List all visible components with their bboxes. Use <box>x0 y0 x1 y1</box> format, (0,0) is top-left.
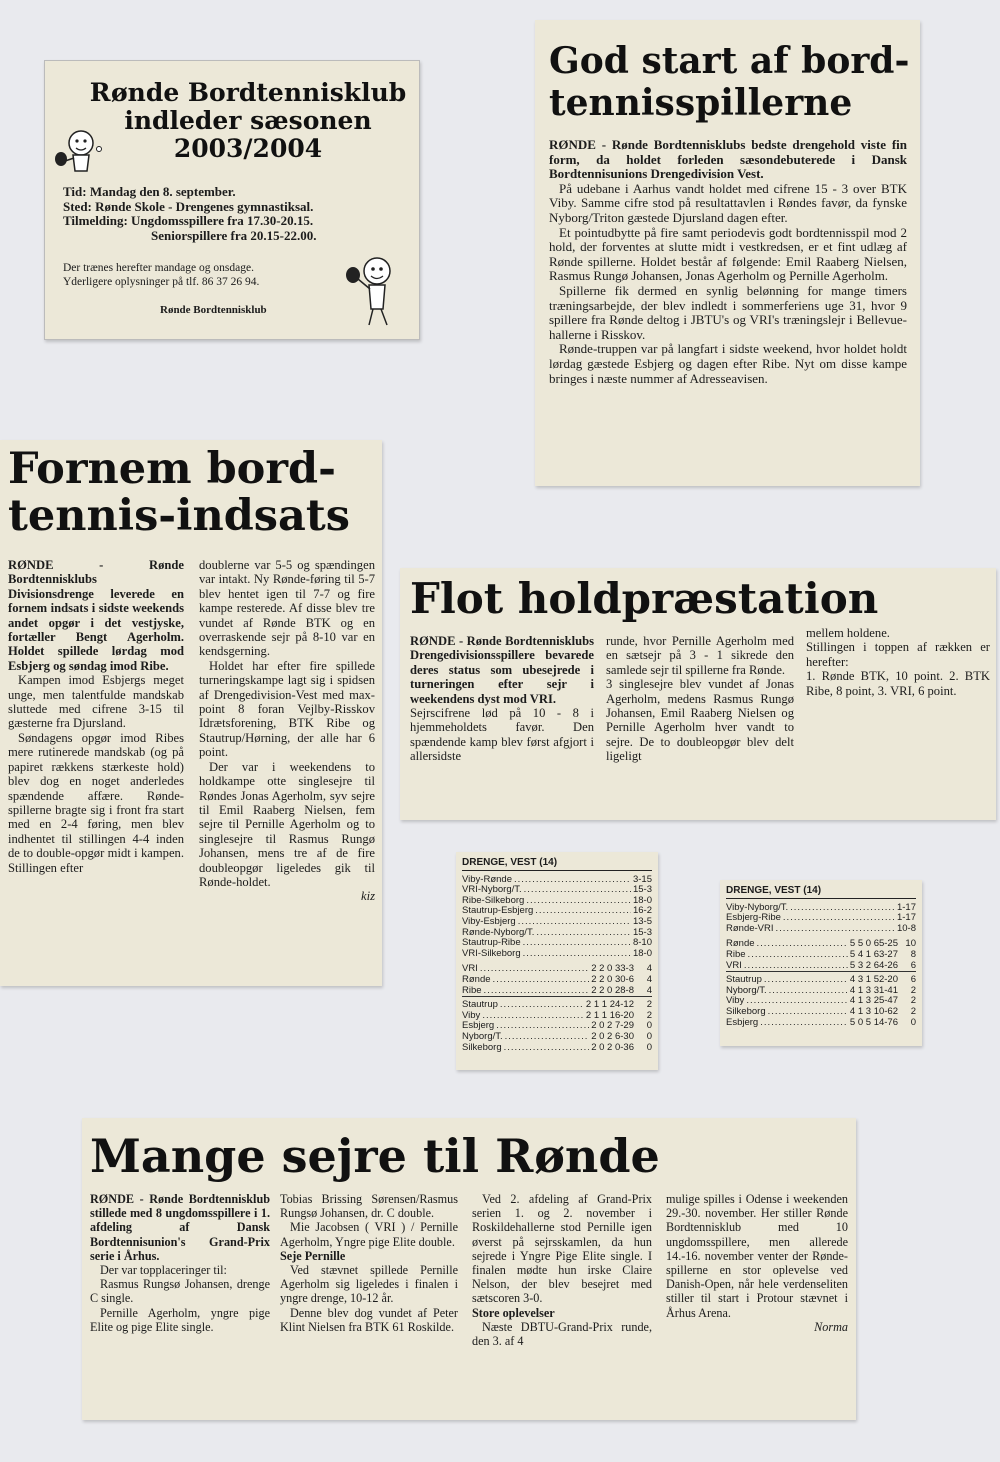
clip4-title: Flot holdpræstation <box>410 574 879 623</box>
standings-row <box>462 986 652 998</box>
subheading-store-oplevelser: Store oplevelser <box>472 1305 555 1320</box>
clipping-mange-sejre <box>82 1118 856 1420</box>
team-record: 5 0 5 14-76 <box>849 1016 898 1028</box>
result-score: 1-17 <box>896 901 916 913</box>
team-name: Nyborg/T. <box>726 984 767 996</box>
team-record: 5 3 2 64-26 <box>849 959 898 971</box>
team-points: 10 <box>905 938 916 950</box>
team-points: 2 <box>910 1005 916 1017</box>
team-record: 4 1 3 31-41 <box>849 984 898 996</box>
standings-table-2 <box>720 880 922 1046</box>
standings-row <box>462 975 652 986</box>
result-match: VRI-Silkeborg <box>462 947 521 959</box>
team-points: 0 <box>646 1030 652 1042</box>
table-tennis-player-cartoon-left <box>53 123 111 181</box>
team-record: 4 1 3 10-62 <box>849 1005 898 1017</box>
clip4-column-1: RØNDE - Rønde Bordtennisklubs Drengedivisionsspillere bevarede deres status som ubesejrede i turneringen efter sejr i weekendens dyst mod VRI. Sejrscifrene lød på 10 - 8 i hjemmeholdets favør. Den spændende kamp blev først afgjort i allersidste <box>410 634 594 764</box>
result-match: VRI-Nyborg/T. <box>462 884 522 896</box>
team-record: 2 0 2 7-29 <box>591 1020 634 1032</box>
team-record: 2 1 1 24-12 <box>585 999 634 1011</box>
clip1-title: Rønde Bordtennisklub indleder sæsonen 2003/2004 <box>89 78 407 163</box>
result-match: Rønde-VRI <box>726 922 774 934</box>
standings-row <box>726 1018 916 1029</box>
team-points: 0 <box>646 1041 652 1053</box>
team-record: 5 4 1 63-27 <box>849 948 898 960</box>
team-record: 4 1 3 25-47 <box>849 995 898 1007</box>
clip2-body: RØNDE - Rønde Bordtennisklubs bedste drengehold viste fin form, da holdet forleden sæsondebuterede i Dansk Bordtennisunions Drengedivision Vest. På udebane i Aarhus vandt holdet med cifrene 15 - 3 over BTK Viby. Samme cifre stod på resultattavlen i Røndes favør, da fynske Nyborg/Triton gæstede Djursland dagen efter. Et pointudbytte på fire samt periodevis godt bordtennisspil mod 2 hold, der forventes at slutte midt i vestkredsen, er et fint udlæg af Rønde spillerne. Holdet består af følgende: Emil Raaberg Nielsen, Rasmus Rungø Johansen, Jonas Agerholm og Pernille Agerholm. Spillerne fik dermed en synlig belønning for mange timers træningsarbejde, der blev indledt i sommerferiens uge 31, hvor 9 spillere fra Rønde deltog i JBTU's og VRI's træningslejr i Bellevue-hallerne i Risskov. Rønde-truppen var på langfart i sidste weekend, hvor holdet holdt lørdag gæstede Esbjerg og dagen efter Ribe. Nyt om disse kampe bringes i næste nummer af Adresseavisen. <box>549 137 907 386</box>
team-name: Nyborg/T. <box>462 1030 503 1042</box>
clip3-column-left: RØNDE - Rønde Bordtennisklubs Divisionsdrenge leverede en fornem indsats i sidste weekends andet opgør i det vestjyske, fortæller Bengt Agerholm. Holdet spillede lørdag mod Esbjerg og søndag imod Ribe. Kampen imod Esbjergs meget unge, men talentfulde mandskab sluttede med cifrene 3-15 til gæsterne fra Djursland. Søndagens opgør imod Ribes mere rutinerede mandskab (og på papiret rækkens stærkeste hold) blev dog en noget anderledes spændende affære. Rønde-spillerne bragte sig i front fra start med en 2-4 føring, men blev indhentet til stillingen 4-4 inden de to double-opgør midt i kampen. Stillingen efter <box>8 558 184 875</box>
team-points: 2 <box>910 995 916 1007</box>
result-match: Viby-Nyborg/T. <box>726 901 789 913</box>
clip1-signature: Rønde Bordtennisklub <box>160 304 267 316</box>
team-points: 4 <box>646 973 652 985</box>
clipping-season-start <box>44 60 420 340</box>
clip3-column-right: doublerne var 5-5 og spændingen var intakt. Ny Rønde-føring til 5-7 blev hentet igen til 7-7 og fire kampe resterede. Af disse blev tre vundet af Rønde BTK og en overraskende sejr på 8-10 var en kendsgerning. Holdet har efter fire spillede turneringskampe lagt sig i spidsen af Drengedivision-Vest med max-point 8 foran Vejlby-Risskov Idrætsforening, BTK Ribe og Stautrup/Hørning, der alle har 6 point. Der var i weekendens to holdkampe otte singlesejre til Røndes Jonas Agerholm, syv sejre til Emil Raaberg Nielsen, fem sejre til Pernille Agerholm og to singlesejre til Rasmus Rungø Johansen, mens tre af de fire doubleopgør ligeledes gik til Rønde-holdet. kiz <box>199 558 375 904</box>
result-score: 16-2 <box>632 905 652 917</box>
table1-standings <box>462 964 652 1053</box>
team-record: 2 0 2 0-36 <box>591 1041 634 1053</box>
result-match: Stautrup-Ribe <box>462 937 521 949</box>
result-match: Stautrup-Esbjerg <box>462 905 534 917</box>
standings-row <box>462 1043 652 1054</box>
table-tennis-player-cartoon-right <box>343 253 407 329</box>
team-name: Viby <box>726 995 745 1007</box>
team-record: 5 5 0 65-25 <box>849 938 898 950</box>
team-record: 2 0 2 6-30 <box>591 1030 634 1042</box>
team-points: 6 <box>910 974 916 986</box>
team-points: 0 <box>646 1020 652 1032</box>
result-row <box>462 917 652 928</box>
clip1-info: Der trænes herefter mandage og onsdage. Yderligere oplysninger på tlf. 86 37 26 94. <box>63 262 260 288</box>
clip4-column-3: mellem holdene. Stillingen i toppen af rækken er herefter: 1. Rønde BTK, 10 point. 2. BTK Ribe, 8 point, 3. VRI, 6 point. <box>806 626 990 698</box>
team-name: Ribe <box>726 948 746 960</box>
result-match: Viby-Rønde <box>462 873 512 885</box>
standings-table-1 <box>456 852 658 1070</box>
team-record: 2 2 0 28-8 <box>591 984 634 996</box>
clip3-signature: kiz <box>361 889 375 904</box>
clip5-signature: Norma <box>814 1319 848 1334</box>
team-name: Stautrup <box>462 999 498 1011</box>
team-points: 6 <box>910 959 916 971</box>
team-name: Silkeborg <box>726 1005 766 1017</box>
result-match: Viby-Esbjerg <box>462 915 516 927</box>
team-name: VRI <box>726 959 742 971</box>
result-score: 3-15 <box>632 873 652 885</box>
result-score: 15-3 <box>632 884 652 896</box>
team-points: 8 <box>910 948 916 960</box>
team-points: 4 <box>646 984 652 996</box>
standings-row <box>462 1032 652 1043</box>
team-points: 0 <box>910 1016 916 1028</box>
clipping-good-start <box>535 20 920 486</box>
team-points: 2 <box>910 984 916 996</box>
clip5-column-2: Tobias Brissing Sørensen/Rasmus Rungsø Johansen, dr. C double. Mie Jacobsen ( VRI ) / Pernille Agerholm, Yngre pige Elite double. Seje Pernille Ved stævnet spillede Pernille Agerholm sig ligeledes i finalen i yngre drenge, 10-12 år. Denne blev dog vundet af Peter Klint Nielsen fra BTK 61 Roskilde. <box>280 1192 458 1334</box>
clip1-details: Tid: Mandag den 8. september. Sted: Rønde Skole - Drengenes gymnastiksal. Tilmelding: Ungdomsspillere fra 17.30-20.15. Seniorspillere fra 20.15-22.00. <box>63 184 317 243</box>
team-name: Ribe <box>462 984 482 996</box>
team-name: Viby <box>462 1009 481 1021</box>
clip5-title: Mange sejre til Rønde <box>90 1129 660 1183</box>
team-name: VRI <box>462 963 478 975</box>
clip3-title: Fornem bord- tennis-indsats <box>8 444 350 541</box>
standings-row <box>726 961 916 973</box>
result-row <box>462 949 652 960</box>
table1-title: DRENGE, VEST (14) <box>462 858 652 871</box>
team-record: 2 2 0 30-6 <box>591 973 634 985</box>
result-score: 15-3 <box>632 926 652 938</box>
standings-row <box>726 950 916 961</box>
table2-title: DRENGE, VEST (14) <box>726 886 916 899</box>
team-record: 4 3 1 52-20 <box>849 974 898 986</box>
clip4-column-2: runde, hvor Pernille Agerholm med en sætsejr på 3 - 1 sikrede den samlede sejr til spillerne fra Rønde. 3 singlesejre blev vundet af Jonas Agerholm, medens Rasmus Rungø Johansen, Emil Raaberg Nielsen og Pernille Agerholm hver vandt to sejre. De to doubleopgør blev delt ligeligt <box>606 634 794 764</box>
result-row <box>726 924 916 935</box>
subheading-seje-pernille: Seje Pernille <box>280 1248 346 1263</box>
clip2-title: God start af bord- tennisspillerne <box>549 40 910 124</box>
clipping-flot-holdpraestation <box>400 568 996 820</box>
standings-row <box>726 1007 916 1018</box>
result-score: 13-5 <box>632 915 652 927</box>
team-name: Esbjerg <box>462 1020 495 1032</box>
team-points: 2 <box>646 999 652 1011</box>
result-score: 8-10 <box>632 937 652 949</box>
result-match: Esbjerg-Ribe <box>726 912 781 924</box>
table2-results <box>726 903 916 935</box>
team-record: 2 1 1 16-20 <box>585 1009 634 1021</box>
result-score: 18-0 <box>632 947 652 959</box>
team-name: Silkeborg <box>462 1041 502 1053</box>
team-points: 4 <box>646 963 652 975</box>
team-name: Rønde <box>462 973 491 985</box>
result-score: 10-8 <box>896 922 916 934</box>
table1-results <box>462 875 652 960</box>
result-match: Ribe-Silkeborg <box>462 894 525 906</box>
clip5-column-3: Ved 2. afdeling af Grand-Prix serien 1. og 2. november i Roskildehallerne stod Pernille igen øverst på sejrsskamlen, da hun sejrede i Yngre Pige Elite single. I finalen mødte hun irske Claire Nelson, der blev besejret med sætscoren 3-0. Store oplevelser Næste DBTU-Grand-Prix runde, den 3. af 4 <box>472 1192 652 1349</box>
clip5-column-4: mulige spilles i Odense i weekenden 29.-30. november. Her stiller Rønde Bordtennisklub med 10 ungdomsspillere, men allerede 14.-16. november venter der Rønde-spillerne en stor oplevelse ved Danish-Open, når hele verdenseliten stiller til start i Protour stævnet i Århus Arena. Norma <box>666 1192 848 1334</box>
team-points: 2 <box>646 1009 652 1021</box>
team-name: Rønde <box>726 938 755 950</box>
clipping-fornem-indsats <box>0 440 382 986</box>
result-match: Rønde-Nyborg/T. <box>462 926 535 938</box>
table2-standings <box>726 939 916 1028</box>
result-score: 1-17 <box>896 912 916 924</box>
team-name: Stautrup <box>726 974 762 986</box>
team-name: Esbjerg <box>726 1016 759 1028</box>
clip5-column-1: RØNDE - Rønde Bordtennisklub stillede med 8 ungdomsspillere i 1. afdeling af Dansk Bordtennisunion's Grand-Prix serie i Århus. Der var topplaceringer til: Rasmus Rungsø Johansen, drenge C single. Pernille Agerholm, yngre pige Elite og pige Elite single. <box>90 1192 270 1334</box>
result-score: 18-0 <box>632 894 652 906</box>
team-record: 2 2 0 33-3 <box>591 963 634 975</box>
